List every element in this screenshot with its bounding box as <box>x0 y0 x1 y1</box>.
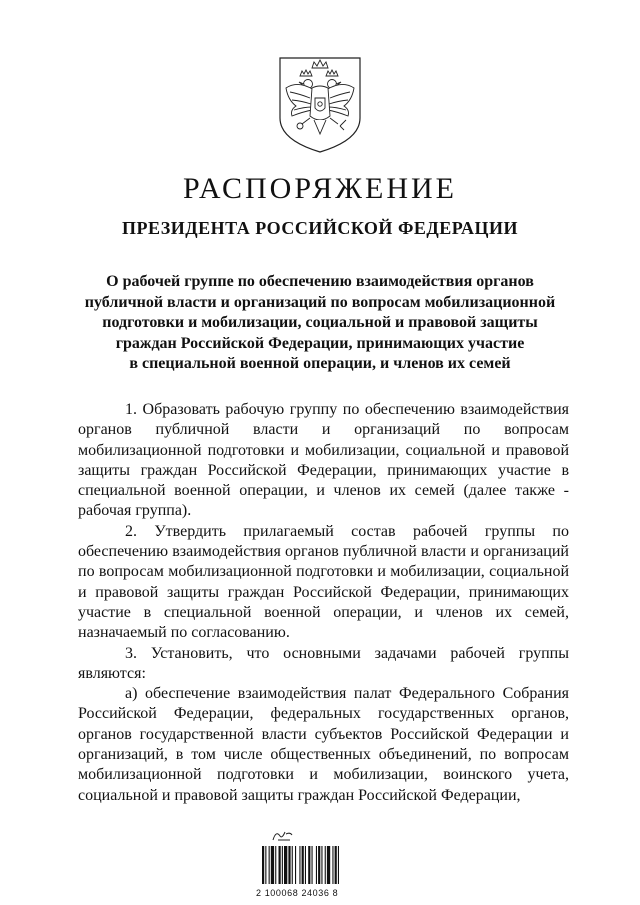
paragraph-3a: а) обеспечение взаимодействия палат Федерального Собрания Российской Федерации, федеральных государственных органов, органов государственной власти субъектов Российской Федерации и организаций, в том числе общественных объединений, по вопросам мобилизационной подготовки и мобилизации, воинского учета, социальной и правовой защиты граждан Российской Федерации, <box>78 685 569 804</box>
heading-line: публичной власти и организаций по вопросам мобилизационной <box>84 293 556 311</box>
document-title: РАСПОРЯЖЕНИЕ <box>182 172 458 205</box>
state-emblem-icon <box>276 54 364 154</box>
heading-line: подготовки и мобилизации, социальной и правовой защиты <box>102 314 538 331</box>
paragraph-3: 3. Установить, что основными задачами рабочей группы являются: <box>78 644 569 682</box>
scribble-mark-icon <box>270 826 294 844</box>
document-heading <box>60 272 580 375</box>
document-body <box>78 400 569 806</box>
paragraph-2: 2. Утвердить прилагаемый состав рабочей группы по обеспечению взаимодействия органов публичной власти и организаций по вопросам мобилизационной подготовки и мобилизации, социальной и правовой защиты граждан Российской Федерации, принимающих участие в специальной военной операции, и членов их семей, назначаемый по согласованию. <box>78 522 569 642</box>
heading-line: в специальной военной операции, и членов их семей <box>129 355 511 372</box>
heading-line: граждан Российской Федерации, принимающих участие <box>115 334 525 352</box>
paragraph-1: 1. Образовать рабочую группу по обеспечению взаимодействия органов публичной власти и организаций по вопросам мобилизационной подготовки и мобилизации, социальной и правовой защиты граждан Российской Федерации, принимающих участие в специальной военной операции, и членов их семей (далее также - рабочая группа). <box>78 401 569 520</box>
barcode-number: 2 100068 24036 8 <box>256 888 339 898</box>
document-subtitle: ПРЕЗИДЕНТА РОССИЙСКОЙ ФЕДЕРАЦИИ <box>122 218 518 238</box>
heading-line: О рабочей группе по обеспечению взаимодействия органов <box>106 273 534 290</box>
barcode-icon <box>260 846 372 886</box>
